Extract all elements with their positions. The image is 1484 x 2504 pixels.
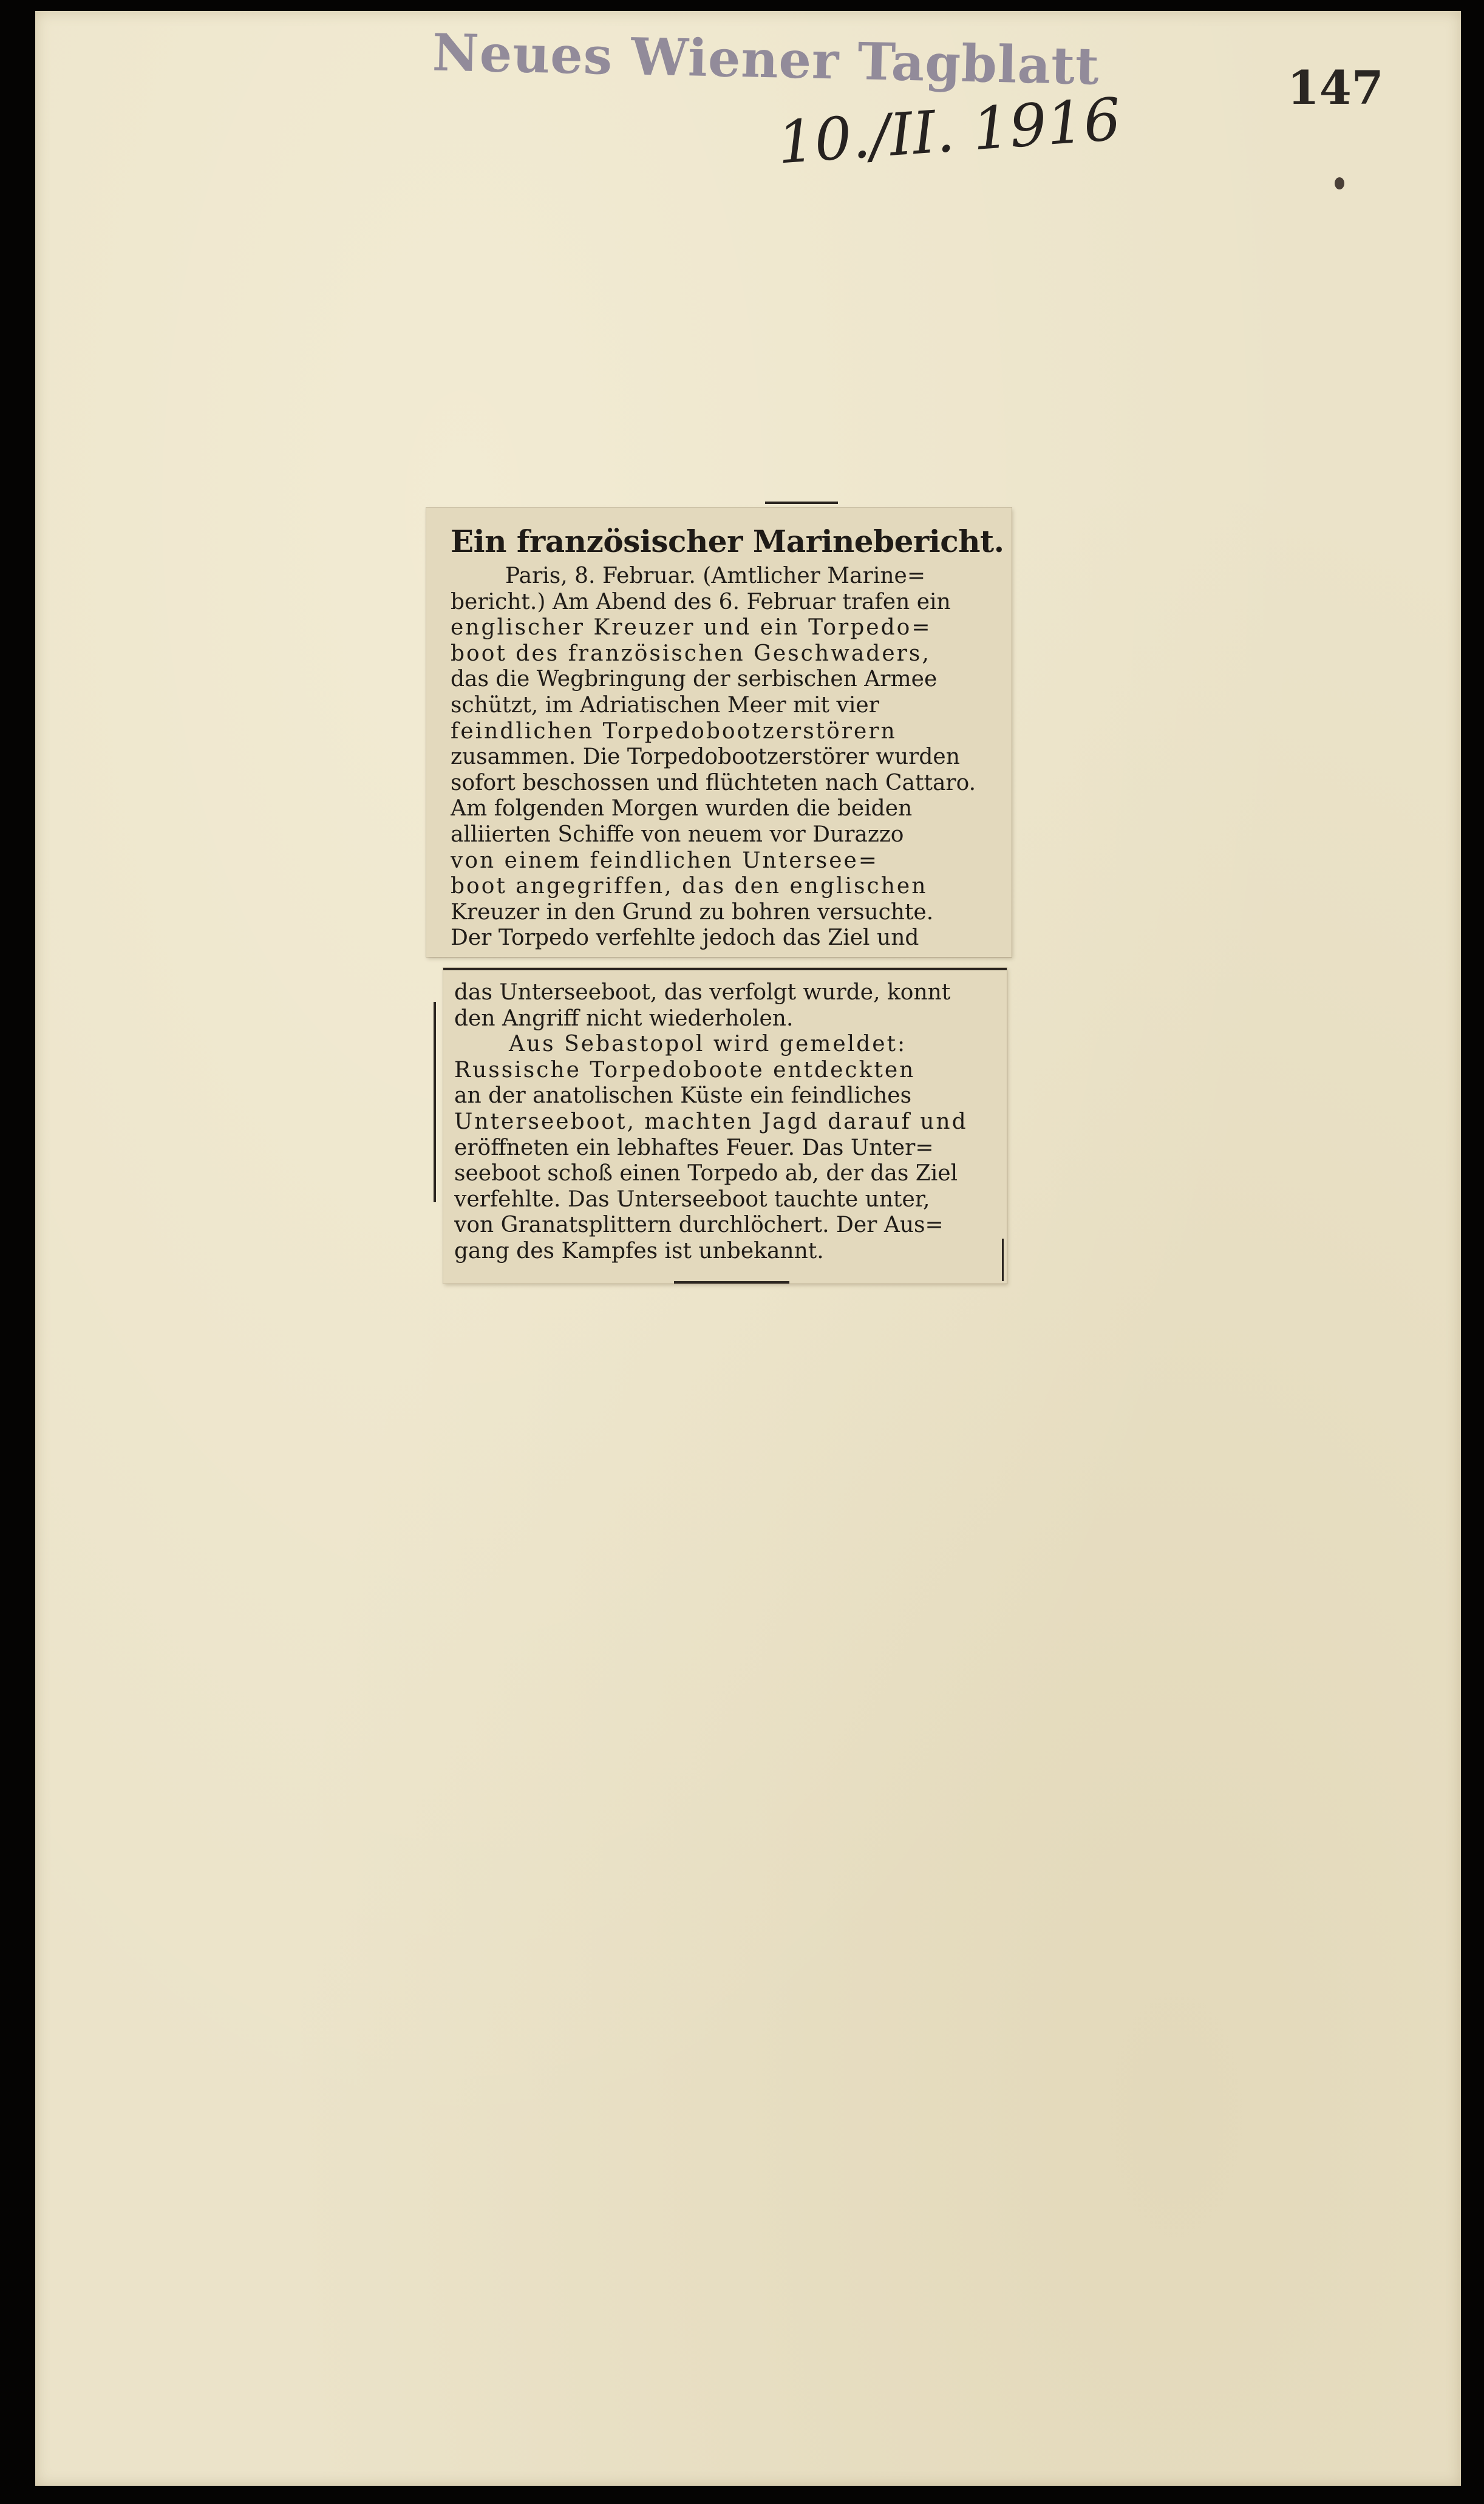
clipping-top-rule xyxy=(765,502,838,504)
page-number: 147 xyxy=(1287,61,1384,115)
article-line: das die Wegbringung der serbischen Armee xyxy=(451,667,938,692)
article-line: Der Torpedo verfehlte jedoch das Ziel und xyxy=(451,925,919,951)
article-line: Am folgenden Morgen wurden die beiden xyxy=(451,796,913,822)
article-line: boot des französischen Geschwaders, xyxy=(451,641,931,666)
article-line: das Unterseeboot, das verfolgt wurde, konnt xyxy=(454,980,951,1005)
article-line: Russische Torpedoboote entdeckten xyxy=(454,1057,916,1083)
handwritten-date: 10./II. 1916 xyxy=(775,85,1123,177)
article-line: englischer Kreuzer und ein Torpedo= xyxy=(451,615,932,641)
article-line: Kreuzer in den Grund zu bohren versuchte. xyxy=(451,899,934,925)
article-line: von einem feindlichen Untersee= xyxy=(451,848,879,873)
article-line: den Angriff nicht wiederholen. xyxy=(454,1005,794,1031)
article-line: Paris, 8. Februar. (Amtlicher Marine= xyxy=(505,563,925,588)
article-line: seeboot schoß einen Torpedo ab, der das Ziel xyxy=(454,1161,958,1186)
article-line: Aus Sebastopol wird gemeldet: xyxy=(509,1032,907,1057)
article-line: zusammen. Die Torpedobootzerstörer wurden xyxy=(451,744,960,770)
newspaper-clipping-part-2 xyxy=(443,968,1007,1284)
clipping-left-rule xyxy=(434,1002,436,1202)
article-line: an der anatolischen Küste ein feindliches xyxy=(454,1083,912,1109)
article-line: boot angegriffen, das den englischen xyxy=(451,874,928,899)
article-line: alliierten Schiffe von neuem vor Durazzo xyxy=(451,822,904,847)
article-line: von Granatsplittern durchlöchert. Der Aus= xyxy=(454,1213,944,1238)
newspaper-stamp: Neues Wiener Tagblatt xyxy=(432,22,1100,97)
ink-dot-mark xyxy=(1335,177,1344,189)
article-line: schützt, im Adriatischen Meer mit vier xyxy=(451,692,879,718)
clipping-right-rule xyxy=(1002,1239,1004,1281)
article-line: eröffneten ein lebhaftes Feuer. Das Unter= xyxy=(454,1135,934,1160)
article-title: Ein französischer Marinebericht. xyxy=(451,523,1004,559)
article-line: gang des Kampfes ist unbekannt. xyxy=(454,1238,824,1264)
article-line: Unterseeboot, machten Jagd darauf und xyxy=(454,1109,968,1134)
article-line: sofort beschossen und flüchteten nach Cattaro. xyxy=(451,770,976,795)
newspaper-clipping-part-1 xyxy=(426,508,1012,957)
clipping-bottom-rule xyxy=(674,1281,789,1284)
article-line: bericht.) Am Abend des 6. Februar trafen ein xyxy=(451,589,951,614)
article-line: verfehlte. Das Unterseeboot tauchte unter, xyxy=(454,1186,930,1212)
article-line: feindlichen Torpedobootzerstörern xyxy=(451,718,897,744)
